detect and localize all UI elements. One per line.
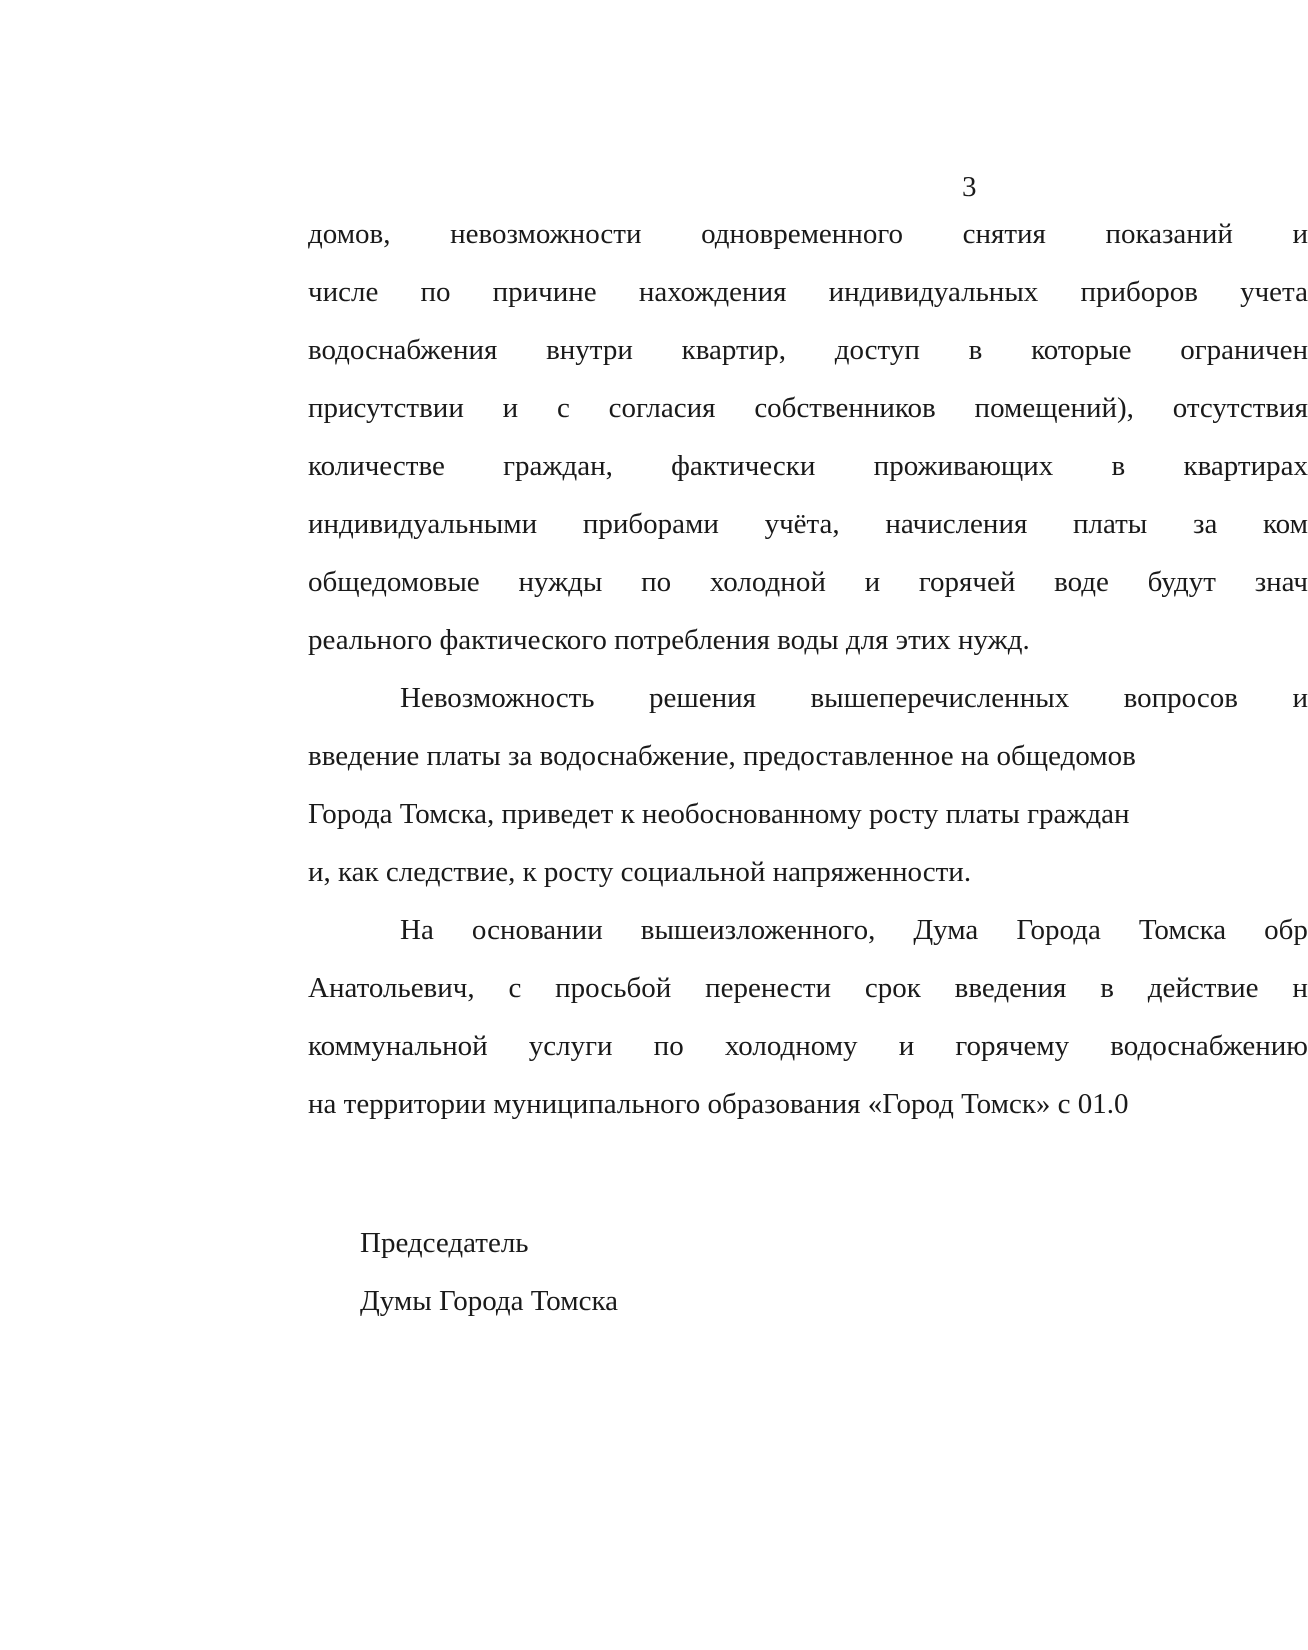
text-line: водоснабжения внутри квартир, доступ в которые ограничен — [308, 334, 1308, 366]
signatory-organization: Думы Города Томска — [360, 1285, 618, 1317]
text-line: Города Томска, приведет к необоснованному росту платы граждан — [308, 798, 1130, 830]
text-line: на территории муниципального образования «Город Томск» с 01.0 — [308, 1088, 1129, 1120]
letter-body — [308, 205, 1308, 1133]
paragraph-2 — [308, 669, 1308, 901]
signature-block — [360, 1214, 618, 1330]
paragraph-3 — [308, 901, 1308, 1133]
text-line: и, как следствие, к росту социальной напряженности. — [308, 856, 972, 888]
text-line: введение платы за водоснабжение, предоставленное на общедомов — [308, 740, 1136, 772]
text-line: домов, невозможности одновременного снятия показаний и — [308, 218, 1308, 250]
paragraph-1 — [308, 205, 1308, 669]
text-line: реального фактического потребления воды для этих нужд. — [308, 624, 1030, 656]
text-line: количестве граждан, фактически проживающих в квартирах — [308, 450, 1308, 482]
text-line: индивидуальными приборами учёта, начисления платы за ком — [308, 508, 1308, 540]
text-line: коммунальной услуги по холодному и горячему водоснабжению — [308, 1030, 1308, 1062]
signatory-title: Председатель — [360, 1227, 529, 1259]
text-line: Невозможность решения вышеперечисленных вопросов и — [400, 682, 1308, 714]
text-line: общедомовые нужды по холодной и горячей воде будут знач — [308, 566, 1308, 598]
text-line: числе по причине нахождения индивидуальных приборов учета — [308, 276, 1308, 308]
text-line: На основании вышеизложенного, Дума Города Томска обр — [400, 914, 1308, 946]
text-line: Анатольевич, с просьбой перенести срок введения в действие н — [308, 972, 1308, 1004]
text-line: присутствии и с согласия собственников помещений), отсутствия — [308, 392, 1308, 424]
page-number: 3 — [962, 171, 977, 203]
